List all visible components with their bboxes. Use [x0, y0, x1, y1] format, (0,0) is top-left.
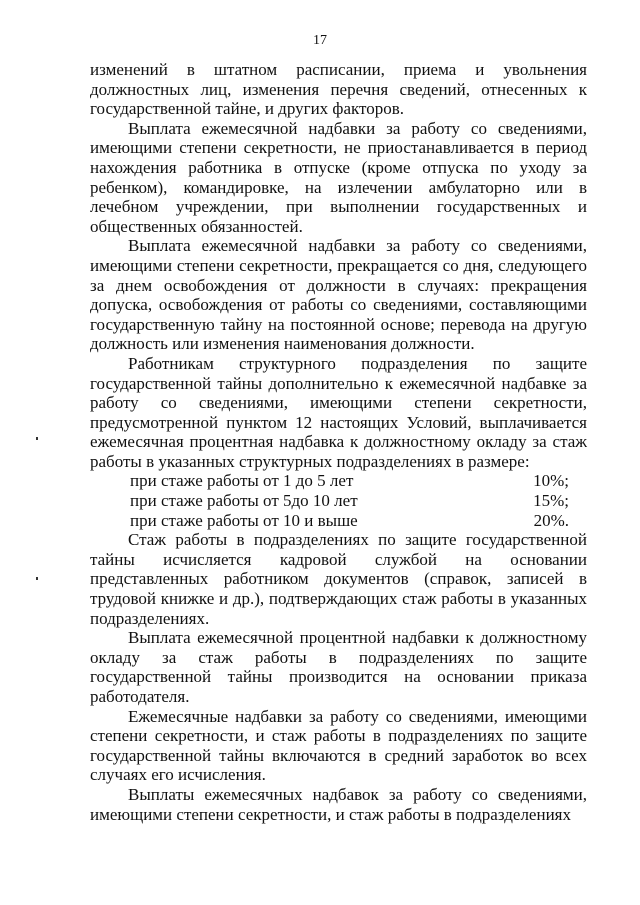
document-body — [90, 60, 587, 824]
rates-list — [90, 471, 587, 530]
rate-label: при стаже работы от 10 и выше — [130, 510, 358, 530]
paragraph-protection-unit-allowance: Работникам структурного подразделения по защите государственной тайны дополнительно к ежемесячной надбавке за работу со сведениями, имеющими степени секретности, предусмотренной пунктом 12 настоящих Условий, выплачивается ежемесячная процентная надбавка к должностному окладу за стаж работы в указанных структурных подразделениях в размере: — [90, 353, 587, 471]
rate-label: при стаже работы от 1 до 5 лет — [130, 471, 354, 491]
paragraph-allowance-not-suspended: Выплата ежемесячной надбавки за работу со сведениями, имеющими степени секретности, не приостанавливается в период нахождения работника в отпуске (кроме отпуска по уходу за ребенком), командировке, на излечении амбулаторно или в лечебном учреждении, при выполнении государственных и общественных обязанностей. — [90, 118, 587, 236]
scan-speck — [36, 577, 38, 580]
paragraph-average-earnings: Ежемесячные надбавки за работу со сведениями, имеющими степени секретности, и стаж работы в подразделениях по защите государственной тайны включаются в средний заработок во всех случаях его исчисления. — [90, 706, 587, 785]
rate-value: 10%; — [533, 471, 569, 491]
paragraph-seniority-calculation: Стаж работы в подразделениях по защите государственной тайны исчисляется кадровой службой на основании представленных работником документов (справок, записей в трудовой книжке и др.), подтверждающих стаж работы в указанных подразделениях. — [90, 530, 587, 628]
paragraph-payment-by-order: Выплата ежемесячной процентной надбавки к должностному окладу за стаж работы в подразделениях по защите государственной тайны производится на основании приказа работодателя. — [90, 628, 587, 706]
page-number: 17 — [313, 33, 327, 48]
rate-row — [90, 471, 587, 491]
rate-value: 20%. — [533, 510, 569, 530]
paragraph-payments-continued: Выплаты ежемесячных надбавок за работу со сведениями, имеющими степени секретности, и стаж работы в подразделениях — [90, 784, 587, 824]
rate-row — [90, 511, 587, 531]
rate-label: при стаже работы от 5до 10 лет — [130, 491, 358, 511]
scan-speck — [36, 437, 38, 440]
rate-row — [90, 491, 587, 511]
paragraph-continuation: изменений в штатном расписании, приема и увольнения должностных лиц, изменения перечня сведений, отнесенных к государственной тайне, и других факторов. — [90, 60, 587, 119]
paragraph-allowance-terminated: Выплата ежемесячной надбавки за работу со сведениями, имеющими степени секретности, прекращается со дня, следующего за днем освобождения от должности в случаях: прекращения допуска, освобождения от работы со сведениями, составляющими государственную тайну на постоянной основе; перевода на другую должность или изменения наименования должности. — [90, 236, 587, 354]
rate-value: 15%; — [533, 491, 569, 511]
